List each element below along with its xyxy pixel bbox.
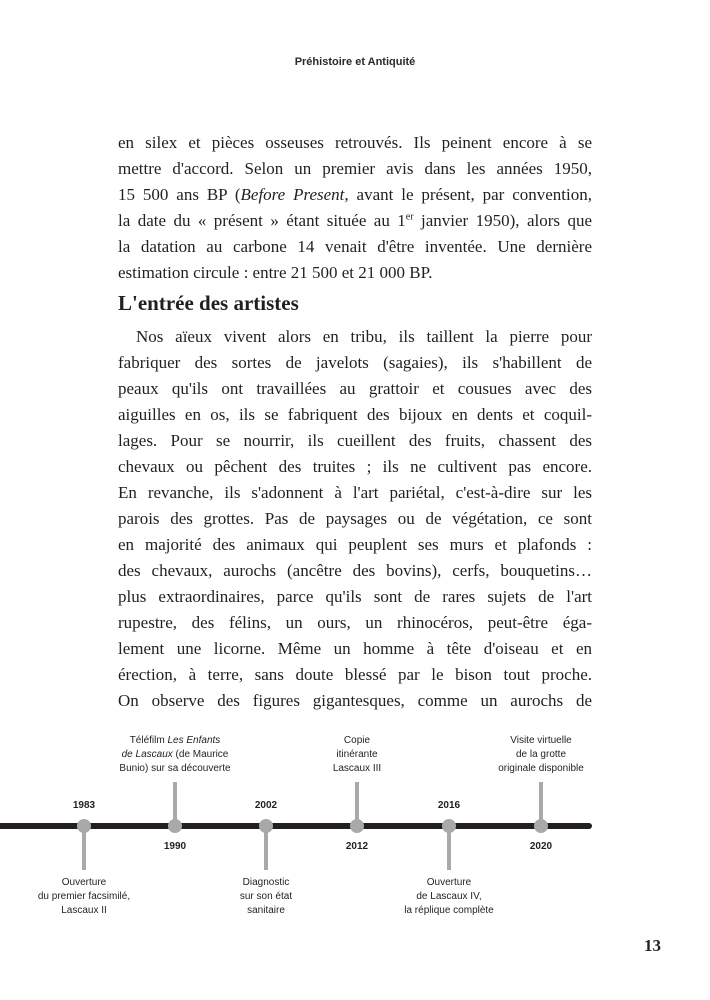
timeline-year-2012: 2012	[345, 841, 369, 852]
text-line: la datation au carbone 14 venait d'être inventée. Une dernière	[118, 237, 592, 256]
timeline-year-2020: 2020	[529, 841, 553, 852]
text-line: 15 500 ans BP (Before Present, avant le présent, par convention,	[118, 185, 592, 204]
timeline-event-2012: Copie itinérante Lascaux III	[332, 735, 382, 774]
paragraph-1	[118, 130, 592, 286]
timeline-event-1983: Ouverture du premier facsimilé, Lascaux II	[37, 877, 131, 916]
timeline-event-2016: Ouverture de Lascaux IV, la réplique complète	[404, 877, 494, 916]
text-line: rupestre, des félins, un ours, un rhinocéros, peut-être éga-	[118, 613, 592, 632]
text-line: des chevaux, aurochs (ancêtre des bovins), cerfs, bouquetins…	[118, 561, 592, 580]
paragraph-2	[118, 324, 592, 714]
timeline-marker	[168, 819, 182, 833]
timeline-event-2002: Diagnostic sur son état sanitaire	[239, 877, 293, 916]
text-line: mettre d'accord. Selon un premier avis dans les années 1950,	[118, 159, 592, 178]
timeline-marker	[77, 819, 91, 833]
timeline-marker	[442, 819, 456, 833]
timeline-marker	[350, 819, 364, 833]
text-line: lages. Pour se nourrir, ils cueillent des fruits, chassent des	[118, 431, 592, 450]
timeline-event-1990: Téléfilm Les Enfants de Lascaux (de Maurice Bunio) sur sa découverte	[119, 735, 231, 774]
text-line: plus extraordinaires, parce qu'ils sont de rares sujets de l'art	[118, 587, 592, 606]
text-line: en silex et pièces osseuses retrouvés. Ils peinent encore à se	[118, 133, 592, 152]
before-present-italic: Before Present	[240, 185, 345, 204]
timeline-year-2016: 2016	[437, 800, 461, 811]
text-line: chevaux ou pêchent des truites ; ils ne cultivent pas encore.	[118, 457, 592, 476]
text-line: parois des grottes. Pas de paysages ou de végétation, ce sont	[118, 509, 592, 528]
timeline-year-1983: 1983	[72, 800, 96, 811]
text-line: peaux qu'ils ont travaillées au grattoir et cousues avec des	[118, 379, 592, 398]
timeline-event-2020: Visite virtuelle de la grotte originale disponible	[498, 735, 584, 774]
timeline-stem	[264, 830, 268, 870]
timeline-stem	[447, 830, 451, 870]
lascaux-timeline	[0, 700, 710, 940]
text-line: En revanche, ils s'adonnent à l'art pariétal, c'est-à-dire sur les	[118, 483, 592, 502]
page-number: 13	[644, 936, 661, 955]
text-line: érection, à terre, sans doute blessé par le bison tout proche.	[118, 665, 592, 684]
text-line: On observe des figures gigantesques, comme un aurochs de	[118, 691, 592, 710]
text-line: la date du « présent » étant située au 1er janvier 1950), alors que	[118, 211, 592, 230]
text-line: en majorité des animaux qui peuplent ses murs et plafonds :	[118, 535, 592, 554]
text-line: lement une licorne. Même un homme à tête d'oiseau et en	[118, 639, 592, 658]
timeline-marker	[259, 819, 273, 833]
text-line: aiguilles en os, ils se fabriquent des bijoux en dents et coquil-	[118, 405, 592, 424]
section-heading: L'entrée des artistes	[118, 291, 299, 315]
text-line: fabriquer des sortes de javelots (sagaies), ils s'habillent de	[118, 353, 592, 372]
timeline-stem	[82, 830, 86, 870]
text-line: Nos aïeux vivent alors en tribu, ils taillent la pierre pour	[136, 327, 592, 346]
text-line: estimation circule : entre 21 500 et 21 000 BP.	[118, 263, 433, 282]
timeline-marker	[534, 819, 548, 833]
running-head: Préhistoire et Antiquité	[294, 56, 416, 68]
timeline-year-2002: 2002	[254, 800, 278, 811]
timeline-year-1990: 1990	[163, 841, 187, 852]
